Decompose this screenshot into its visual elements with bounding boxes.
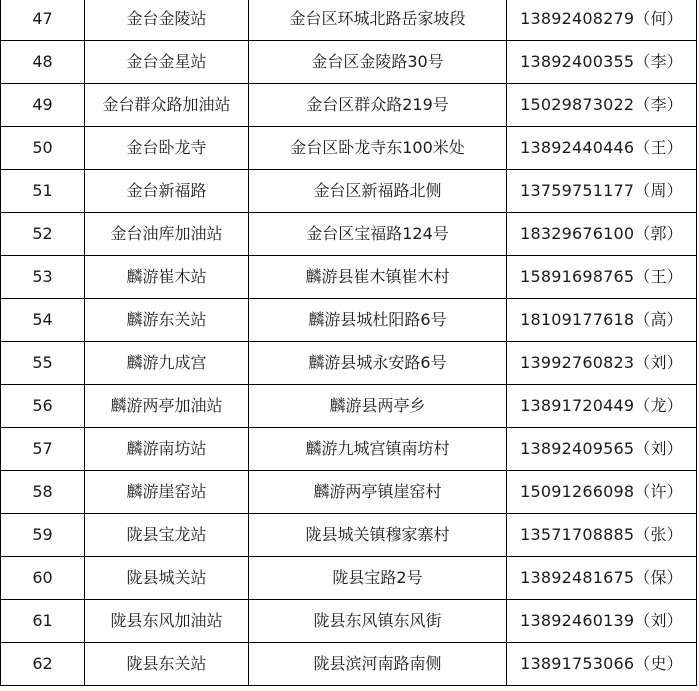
- table-row: [1, 342, 697, 385]
- station-name: 麟游崖窑站: [85, 471, 249, 514]
- row-number: 58: [1, 471, 85, 514]
- contact-phone: 13571708885（张）: [507, 514, 697, 557]
- station-name: 陇县东风加油站: [85, 600, 249, 643]
- contact-phone: 15029873022（李）: [507, 84, 697, 127]
- station-address: 麟游两亭镇崖窑村: [249, 471, 507, 514]
- table-row: [1, 0, 697, 41]
- row-number: 53: [1, 256, 85, 299]
- table-row: [1, 170, 697, 213]
- station-name: 麟游南坊站: [85, 428, 249, 471]
- contact-phone: 13891753066（史）: [507, 643, 697, 686]
- station-table-body: [1, 0, 697, 686]
- station-address: 麟游县崔木镇崔木村: [249, 256, 507, 299]
- station-name: 陇县宝龙站: [85, 514, 249, 557]
- row-number: 47: [1, 0, 85, 41]
- table-row: [1, 643, 697, 686]
- row-number: 59: [1, 514, 85, 557]
- row-number: 60: [1, 557, 85, 600]
- station-address: 麟游县城永安路6号: [249, 342, 507, 385]
- table-row: [1, 428, 697, 471]
- table-row: [1, 41, 697, 84]
- station-address: 麟游县两亭乡: [249, 385, 507, 428]
- station-name: 金台群众路加油站: [85, 84, 249, 127]
- contact-phone: 13892460139（刘）: [507, 600, 697, 643]
- contact-phone: 18109177618（高）: [507, 299, 697, 342]
- table-row: [1, 600, 697, 643]
- contact-phone: 13759751177（周）: [507, 170, 697, 213]
- station-address: 陇县滨河南路南侧: [249, 643, 507, 686]
- station-name: 金台新福路: [85, 170, 249, 213]
- station-address: 麟游九城宫镇南坊村: [249, 428, 507, 471]
- table-row: [1, 514, 697, 557]
- row-number: 54: [1, 299, 85, 342]
- contact-phone: 13892440446（王）: [507, 127, 697, 170]
- table-row: [1, 256, 697, 299]
- station-address: 金台区环城北路岳家坡段: [249, 0, 507, 41]
- contact-phone: 13992760823（刘）: [507, 342, 697, 385]
- station-name: 麟游东关站: [85, 299, 249, 342]
- station-name: 陇县城关站: [85, 557, 249, 600]
- station-address: 金台区卧龙寺东100米处: [249, 127, 507, 170]
- station-address: 金台区金陵路30号: [249, 41, 507, 84]
- row-number: 62: [1, 643, 85, 686]
- station-name: 金台油库加油站: [85, 213, 249, 256]
- table-row: [1, 213, 697, 256]
- row-number: 57: [1, 428, 85, 471]
- station-name: 金台金陵站: [85, 0, 249, 41]
- row-number: 48: [1, 41, 85, 84]
- station-address: 金台区群众路219号: [249, 84, 507, 127]
- station-address: 金台区新福路北侧: [249, 170, 507, 213]
- table-row: [1, 84, 697, 127]
- row-number: 61: [1, 600, 85, 643]
- station-address: 陇县宝路2号: [249, 557, 507, 600]
- contact-phone: 18329676100（郭）: [507, 213, 697, 256]
- station-name: 麟游两亭加油站: [85, 385, 249, 428]
- station-name: 麟游崔木站: [85, 256, 249, 299]
- station-address: 陇县东风镇东风街: [249, 600, 507, 643]
- table-row: [1, 557, 697, 600]
- contact-phone: 13892400355（李）: [507, 41, 697, 84]
- row-number: 49: [1, 84, 85, 127]
- table-row: [1, 471, 697, 514]
- row-number: 51: [1, 170, 85, 213]
- contact-phone: 15091266098（许）: [507, 471, 697, 514]
- contact-phone: 13892409565（刘）: [507, 428, 697, 471]
- station-name: 金台金星站: [85, 41, 249, 84]
- station-name: 麟游九成宫: [85, 342, 249, 385]
- table-row: [1, 299, 697, 342]
- table-row: [1, 385, 697, 428]
- contact-phone: 13892481675（保）: [507, 557, 697, 600]
- contact-phone: 13892408279（何）: [507, 0, 697, 41]
- contact-phone: 15891698765（王）: [507, 256, 697, 299]
- row-number: 55: [1, 342, 85, 385]
- row-number: 56: [1, 385, 85, 428]
- row-number: 50: [1, 127, 85, 170]
- contact-phone: 13891720449（龙）: [507, 385, 697, 428]
- station-address: 金台区宝福路124号: [249, 213, 507, 256]
- table-row: [1, 127, 697, 170]
- station-name: 陇县东关站: [85, 643, 249, 686]
- row-number: 52: [1, 213, 85, 256]
- station-address: 麟游县城杜阳路6号: [249, 299, 507, 342]
- station-address: 陇县城关镇穆家寨村: [249, 514, 507, 557]
- station-name: 金台卧龙寺: [85, 127, 249, 170]
